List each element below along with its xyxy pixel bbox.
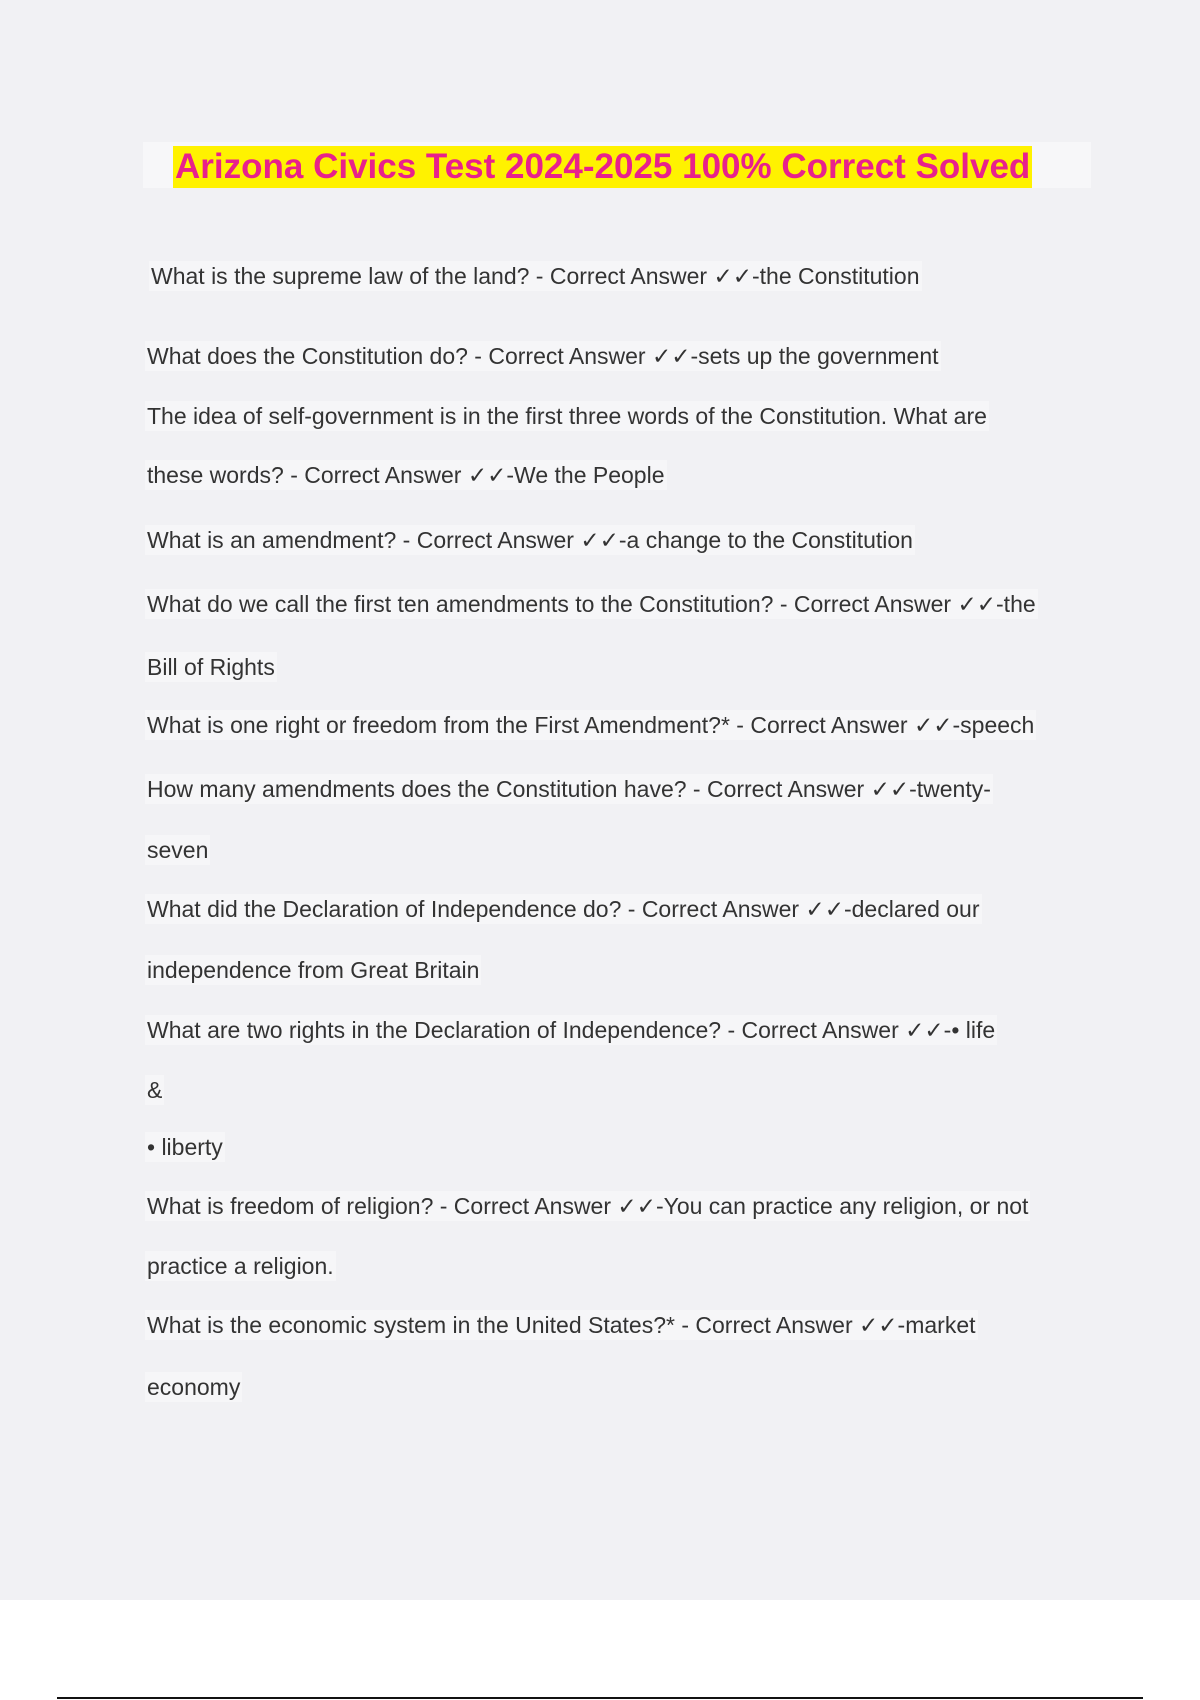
text-line: What is the economic system in the United States?* - Correct Answer ✓✓-market [147, 1312, 976, 1338]
text-line: What do we call the first ten amendments to the Constitution? - Correct Answer ✓✓-the [147, 591, 1036, 617]
text-line: practice a religion. [147, 1253, 334, 1279]
document-title: Arizona Civics Test 2024-2025 100% Correct Solved [175, 147, 1031, 186]
text-line: What is one right or freedom from the First Amendment?* - Correct Answer ✓✓-speech [147, 712, 1035, 738]
text-line: What is the supreme law of the land? - Correct Answer ✓✓-the Constitution [151, 263, 920, 289]
text-line: The idea of self-government is in the first three words of the Constitution. What are [147, 403, 987, 429]
text-line: these words? - Correct Answer ✓✓-We the People [147, 462, 665, 488]
text-line: & [147, 1077, 163, 1103]
text-line: What is an amendment? - Correct Answer ✓✓-a change to the Constitution [147, 527, 913, 553]
text-line: What did the Declaration of Independence do? - Correct Answer ✓✓-declared our [147, 896, 980, 922]
bottom-rule [57, 1697, 1143, 1699]
text-line: What is freedom of religion? - Correct Answer ✓✓-You can practice any religion, or not [147, 1193, 1029, 1219]
text-line: independence from Great Britain [147, 957, 480, 983]
text-line: What are two rights in the Declaration of Independence? - Correct Answer ✓✓-• life [147, 1017, 996, 1043]
text-line: economy [147, 1374, 241, 1400]
text-line: How many amendments does the Constitution have? - Correct Answer ✓✓-twenty- [147, 776, 991, 802]
text-line: What does the Constitution do? - Correct Answer ✓✓-sets up the government [147, 343, 939, 369]
text-line: seven [147, 837, 209, 863]
text-line: Bill of Rights [147, 654, 275, 680]
text-line: • liberty [147, 1134, 223, 1160]
